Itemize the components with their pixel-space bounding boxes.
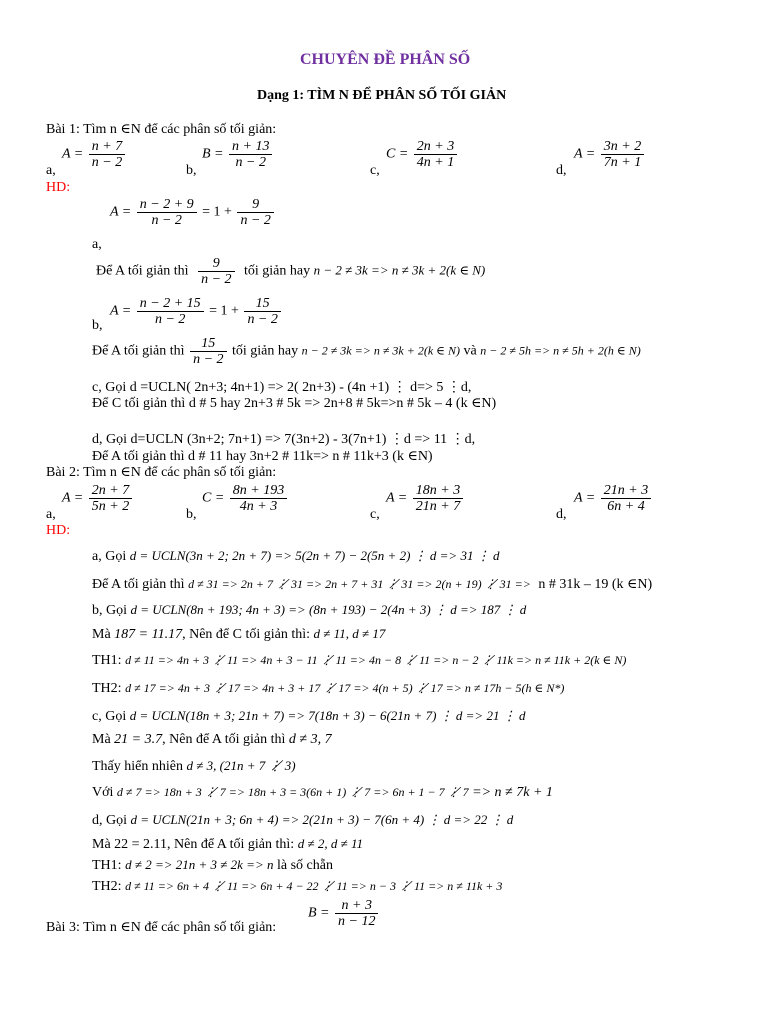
bai2-c-label: c, — [370, 507, 380, 522]
bai2-th2 — [92, 680, 564, 697]
bai1-hd-b-mid: = 1 + — [209, 303, 239, 319]
bai2-a-num: 2n + 7 — [89, 483, 132, 499]
bai2-c-ma-text: Mà — [92, 732, 111, 747]
bai3-prompt: Bài 3: Tìm n ∈N để các phân số tối giản: — [46, 920, 277, 935]
bai1-hd-b-den2: n − 2 — [247, 312, 278, 327]
bai1-line-a-fnum: 9 — [198, 256, 234, 272]
bai2-a-de-text: Để A tối giản thì — [92, 577, 185, 592]
bai1-line-d1: d, Gọi d=UCLN (3n+2; 7n+1) => 7(3n+2) - 3(7n+1) ⋮d => 11 ⋮d, — [92, 432, 476, 447]
bai2-c-ma-math2: d ≠ 3, 7 — [288, 732, 332, 747]
bai2-d-th1-math: d ≠ 2 => 21n + 3 ≠ 2k => n — [125, 857, 274, 872]
bai2-c-goi — [92, 708, 525, 725]
bai2-c-ma-math: 21 = 3.7 — [114, 732, 163, 747]
bai2-c-ma-text2: , Nên để A tối giản thì — [162, 732, 286, 747]
bai1-hd-b-label: b, — [92, 318, 103, 333]
bai2-b-var: C = — [202, 490, 225, 506]
bai1-line-a-fden: n − 2 — [201, 272, 232, 287]
bai1-hd-b-var: A = — [110, 303, 132, 319]
bai1-b-label: b, — [186, 163, 197, 178]
bai1-prompt: Bài 1: Tìm n ∈N để các phân số tối giản: — [46, 122, 277, 137]
bai2-hd-label: HD: — [46, 523, 71, 538]
bai1-b-var: B = — [202, 146, 224, 162]
bai2-d-num: 21n + 3 — [601, 483, 651, 499]
bai2-th1-math: d ≠ 11 => 4n + 3 ⋮̸ 11 => 4n + 3 − 11 ⋮̸ 11 => 4n − 8 ⋮̸ 11 => n − 2 ⋮̸ 11k => n ≠ 11k + 2(k ∈ N) — [125, 653, 627, 667]
bai2-d-ma-math: d ≠ 2, d ≠ 11 — [297, 836, 364, 851]
bai1-c-den: 4n + 1 — [416, 155, 455, 170]
bai1-line-a-math: n − 2 ≠ 3k => n ≠ 3k + 2(k ∈ N) — [313, 262, 486, 278]
bai2-d-goi — [92, 812, 513, 829]
bai2-th1 — [92, 652, 626, 669]
bai2-d-th2-math: d ≠ 11 => 6n + 4 ⋮̸ 11 => 6n + 4 − 22 ⋮̸ 11 => n − 3 ⋮̸ 11 => n ≠ 11k + 3 — [125, 879, 503, 893]
bai2-c-num: 18n + 3 — [413, 483, 463, 499]
bai1-d-fraction — [574, 139, 646, 170]
bai2-a-de-end: n # 31k – 19 (k ∈N) — [538, 577, 653, 592]
bai1-a-den: n − 2 — [91, 155, 123, 170]
bai1-line-b-fnum: 15 — [190, 336, 226, 352]
bai2-b-ma-math: 187 = 11.17 — [114, 627, 183, 642]
bai1-hd-a-formula — [110, 197, 276, 228]
bai1-hd-a-num2: 9 — [237, 197, 273, 213]
bai1-hd-b-num2: 15 — [244, 296, 280, 312]
bai2-b-goi — [92, 602, 526, 619]
bai1-hd-b-den1: n − 2 — [154, 312, 186, 327]
bai1-line-c2: Để C tối giản thì d # 5 hay 2n+3 # 5k => 2n+8 # 5k=>n # 5k – 4 (k ∈N) — [92, 396, 497, 411]
bai2-b-goi-text: b, Gọi — [92, 603, 127, 618]
bai1-line-b-math1: n − 2 ≠ 3k => n ≠ 3k + 2(k ∈ N) — [301, 343, 461, 358]
bai1-line-b-text1: Để A tối giản thì — [92, 343, 185, 359]
bai1-a-fraction — [62, 139, 127, 170]
bai2-voi-end: => n ≠ 7k + 1 — [472, 785, 553, 800]
bai2-d-goi-text: d, Gọi — [92, 813, 127, 828]
bai2-a-de — [92, 576, 652, 593]
bai1-d-var: A = — [574, 146, 596, 162]
bai1-line-c1: c, Gọi d =UCLN( 2n+3; 4n+1) => 2( 2n+3) - (4n +1) ⋮ d=> 5 ⋮d, — [92, 380, 472, 395]
bai2-thay — [92, 758, 296, 775]
bai2-c-var: A = — [386, 490, 408, 506]
bai2-b-label: b, — [186, 507, 197, 522]
bai2-b-ma-text2: , Nên để C tối giản thì: — [182, 627, 311, 642]
bai1-line-d2: Để A tối giản thì d # 11 hay 3n+2 # 11k=> n # 11k+3 (k ∈N) — [92, 449, 433, 464]
bai1-d-den: 7n + 1 — [603, 155, 642, 170]
bai1-b-fraction — [202, 139, 274, 170]
bai1-hd-label: HD: — [46, 180, 71, 195]
bai1-d-num: 3n + 2 — [601, 139, 644, 155]
bai2-a-goi-text: a, Gọi — [92, 549, 127, 564]
bai1-d-label: d, — [556, 163, 567, 178]
bai2-thay-math: d ≠ 3, (21n + 7 ⋮̸ 3) — [186, 758, 296, 773]
bai2-c-goi-text: c, Gọi — [92, 709, 127, 724]
bai1-a-num: n + 7 — [89, 139, 125, 155]
bai2-d-label: d, — [556, 507, 567, 522]
bai2-th2-label: TH2: — [92, 681, 122, 696]
bai1-c-label: c, — [370, 163, 380, 178]
bai2-voi — [92, 784, 553, 801]
bai2-th2-math: d ≠ 17 => 4n + 3 ⋮̸ 17 => 4n + 3 + 17 ⋮̸ 17 => 4(n + 5) ⋮̸ 17 => n ≠ 17h − 5(h ∈ N*) — [125, 681, 565, 695]
bai1-c-var: C = — [386, 146, 409, 162]
bai2-voi-math: d ≠ 7 => 18n + 3 ⋮̸ 7 => 18n + 3 = 3(6n + 1) ⋮̸ 7 => 6n + 1 − 7 ⋮̸ 7 — [116, 785, 469, 799]
bai1-line-b-math2: n − 2 ≠ 5h => n ≠ 5h + 2(h ∈ N) — [480, 343, 641, 358]
bai1-b-num: n + 13 — [229, 139, 272, 155]
bai2-d-goi-math: d = UCLN(21n + 3; 6n + 4) => 2(21n + 3) − 7(6n + 4) ⋮ d => 22 ⋮ d — [130, 812, 514, 827]
bai2-a-goi — [92, 548, 499, 565]
bai1-hd-a-label: a, — [92, 237, 102, 252]
bai2-a-den: 5n + 2 — [91, 499, 130, 514]
bai1-hd-a-den1: n − 2 — [151, 213, 182, 228]
bai2-d-th1-end: là số chẵn — [276, 858, 333, 873]
bai1-line-b-fden: n − 2 — [193, 352, 224, 367]
bai2-a-de-math: d ≠ 31 => 2n + 7 ⋮̸ 31 => 2n + 7 + 31 ⋮̸ 31 => 2(n + 19) ⋮̸ 31 => — [188, 577, 531, 591]
bai1-hd-b-num1: n − 2 + 15 — [137, 296, 204, 312]
bai1-hd-b-formula — [110, 296, 283, 327]
bai2-thay-text: Thấy hiển nhiên — [92, 759, 183, 774]
bai2-a-label: a, — [46, 507, 56, 522]
bai2-d-ma — [92, 836, 363, 853]
bai1-hd-a-var: A = — [110, 204, 132, 220]
bai2-c-fraction — [386, 483, 465, 514]
bai2-prompt: Bài 2: Tìm n ∈N để các phân số tối giản: — [46, 465, 277, 480]
bai3-den: n − 12 — [338, 914, 376, 929]
bai1-line-a-text1: Để A tối giản thì — [96, 263, 189, 279]
bai2-b-goi-math: d = UCLN(8n + 193; 4n + 3) => (8n + 193) − 2(4n + 3) ⋮ d => 187 ⋮ d — [130, 602, 527, 617]
bai2-a-goi-math: d = UCLN(3n + 2; 2n + 7) => 5(2n + 7) − 2(5n + 2) ⋮ d => 31 ⋮ d — [129, 548, 500, 563]
bai2-c-ma — [92, 732, 332, 748]
bai1-c-num: 2n + 3 — [414, 139, 457, 155]
bai2-a-fraction — [62, 483, 134, 514]
bai2-d-th2-label: TH2: — [92, 879, 122, 894]
bai2-d-th1-label: TH1: — [92, 858, 122, 873]
bai2-d-th1 — [92, 857, 333, 874]
bai1-hd-a-den2: n − 2 — [240, 213, 271, 228]
bai2-d-ma-text: Mà 22 = 2.11, Nên để A tối giản thì: — [92, 837, 295, 852]
bai2-c-goi-math: d = UCLN(18n + 3; 21n + 7) => 7(18n + 3) − 6(21n + 7) ⋮ d => 21 ⋮ d — [129, 708, 526, 723]
bai1-line-a-text2: tối giản hay — [244, 263, 311, 279]
bai1-line-b-va: và — [463, 343, 477, 359]
bai2-b-ma-text: Mà — [92, 627, 111, 642]
bai2-voi-text: Với — [92, 785, 114, 800]
bai2-th1-label: TH1: — [92, 653, 122, 668]
bai1-line-a — [96, 256, 485, 287]
bai1-line-b-text2: tối giản hay — [232, 343, 299, 359]
bai3-var: B = — [308, 905, 330, 921]
bai1-a-label: a, — [46, 163, 56, 178]
bai3-num: n + 3 — [335, 898, 378, 914]
bai2-a-var: A = — [62, 490, 84, 506]
bai1-b-den: n − 2 — [235, 155, 266, 170]
section-subtitle: Dạng 1: TÌM N ĐỂ PHÂN SỐ TỐI GIẢN — [257, 88, 507, 103]
bai1-a-var: A = — [62, 146, 84, 162]
bai2-b-num: 8n + 193 — [230, 483, 287, 499]
bai2-d-fraction — [574, 483, 653, 514]
bai2-c-den: 21n + 7 — [415, 499, 461, 514]
bai2-d-th2 — [92, 878, 502, 895]
bai2-b-ma — [92, 626, 385, 643]
page-title: CHUYÊN ĐỀ PHÂN SỐ — [300, 51, 471, 68]
bai2-b-ma-math2: d ≠ 11, d ≠ 17 — [313, 626, 386, 641]
bai1-hd-a-mid: = 1 + — [202, 204, 232, 220]
bai2-d-den: 6n + 4 — [607, 499, 645, 514]
bai1-line-b — [92, 336, 641, 367]
bai1-hd-a-num1: n − 2 + 9 — [137, 197, 197, 213]
bai2-d-var: A = — [574, 490, 596, 506]
bai2-b-fraction — [202, 483, 289, 514]
bai3-fraction — [308, 898, 380, 929]
bai1-c-fraction — [386, 139, 459, 170]
bai2-b-den: 4n + 3 — [239, 499, 278, 514]
